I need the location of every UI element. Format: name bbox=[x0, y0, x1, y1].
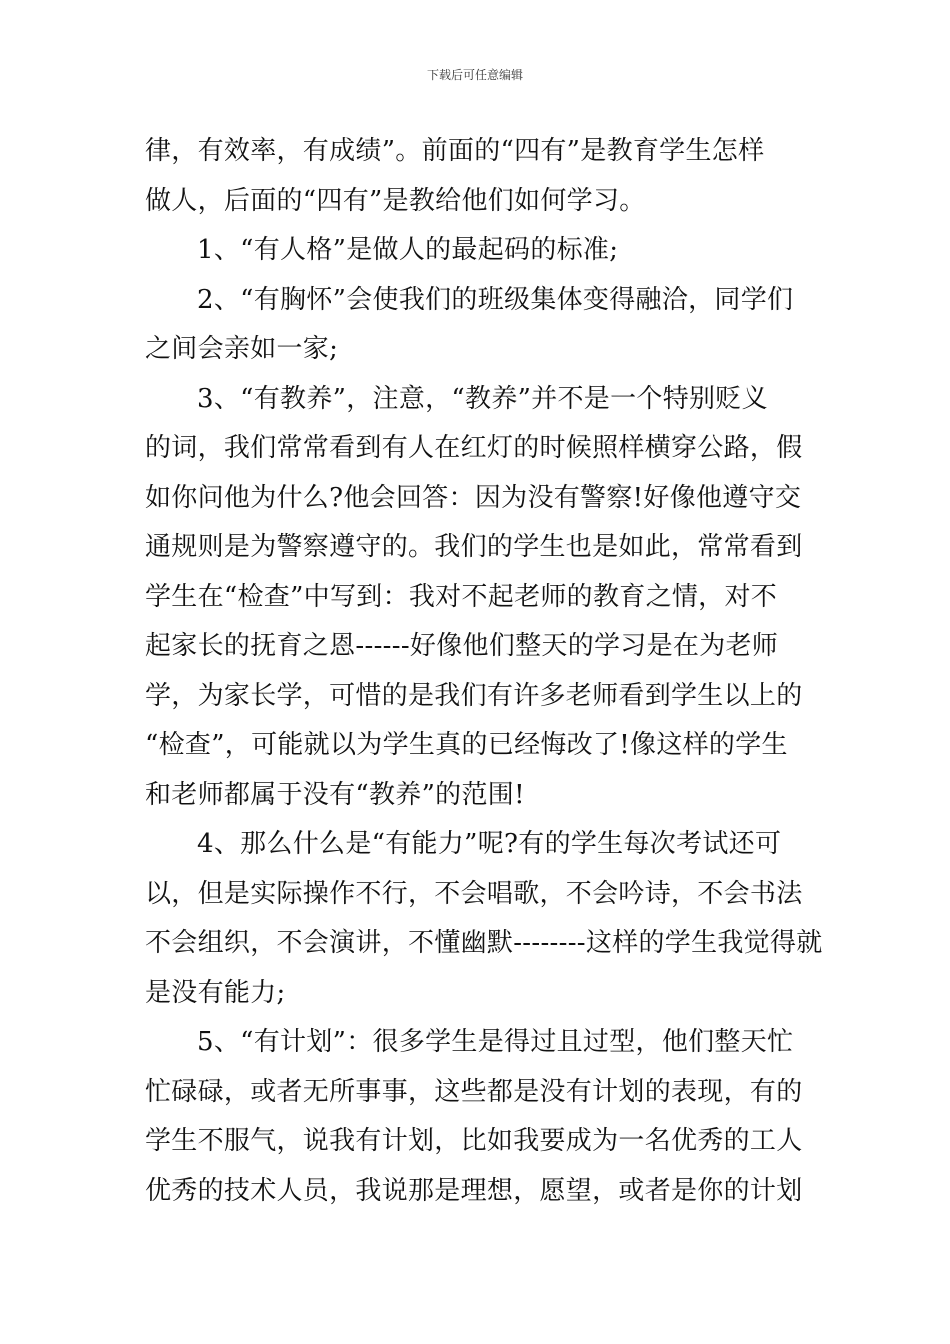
text-line: 学生在“检查”中写到：我对不起老师的教育之情，对不 bbox=[145, 581, 778, 612]
text-line: 学，为家长学，可惜的是我们有许多老师看到学生以上的 bbox=[145, 680, 803, 711]
text-line: 4、那么什么是“有能力”呢?有的学生每次考试还可 bbox=[197, 829, 782, 859]
text-line: 学生不服气，说我有计划，比如我要成为一名优秀的工人 bbox=[145, 1126, 803, 1156]
text-line: 不会组织，不会演讲，不懂幽默--------这样的学生我觉得就 bbox=[145, 928, 823, 958]
text-line: 和老师都属于没有“教养”的范围! bbox=[145, 779, 525, 810]
text-line: 如你问他为什么?他会回答：因为没有警察!好像他遵守交 bbox=[145, 482, 802, 513]
text-line: 以，但是实际操作不行，不会唱歌，不会吟诗，不会书法 bbox=[145, 878, 803, 909]
page-header: 下载后可任意编辑 bbox=[426, 68, 523, 82]
text-line: 的词，我们常常看到有人在红灯的时候照样横穿公路，假 bbox=[145, 433, 803, 463]
text-line: 通规则是为警察遵守的。我们的学生也是如此，常常看到 bbox=[145, 532, 803, 562]
text-line: 之间会亲如一家; bbox=[145, 334, 339, 364]
text-line: 律，有效率，有成绩”。前面的“四有”是教育学生怎样 bbox=[145, 136, 765, 166]
text-line: 忙碌碌，或者无所事事，这些都是没有计划的表现，有的 bbox=[145, 1076, 803, 1107]
document-body bbox=[145, 127, 823, 1216]
text-line: 起家长的抚育之恩------好像他们整天的学习是在为老师 bbox=[145, 631, 779, 661]
text-line: 1、“有人格”是做人的最起码的标准; bbox=[197, 235, 619, 265]
text-line: 2、“有胸怀”会使我们的班级集体变得融洽，同学们 bbox=[197, 284, 794, 315]
text-line: 优秀的技术人员，我说那是理想，愿望，或者是你的计划 bbox=[145, 1175, 803, 1206]
text-line: 是没有能力; bbox=[145, 977, 286, 1008]
text-line: 3、“有教养”，注意，“教养”并不是一个特别贬义 bbox=[197, 383, 768, 414]
text-line: “检查”，可能就以为学生真的已经悔改了!像这样的学生 bbox=[145, 730, 788, 760]
text-line: 做人，后面的“四有”是教给他们如何学习。 bbox=[145, 185, 646, 216]
text-line: 5、“有计划”：很多学生是得过且过型，他们整天忙 bbox=[197, 1027, 794, 1057]
